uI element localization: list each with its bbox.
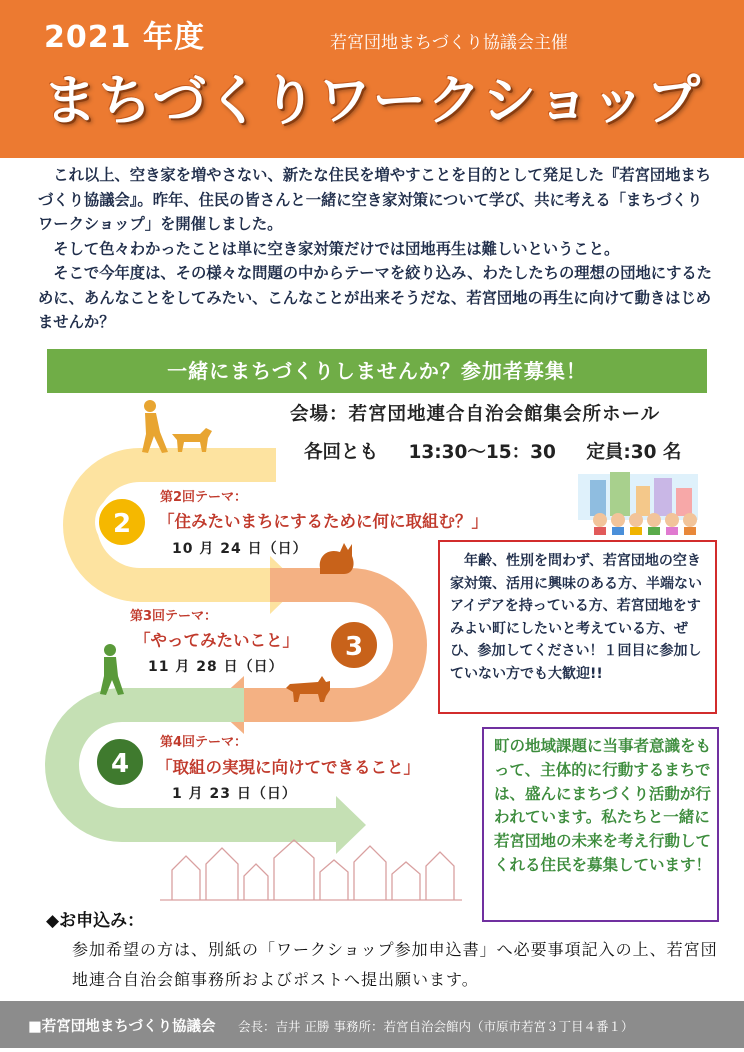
venue-text: 会場：若宮団地連合自治会館集会所ホール (290, 404, 661, 425)
notice-purple-box: 町の地域課題に当事者意識をもって、主体的に行動するまちでは、盛んにまちづくり活動が行われています。私たちと一緒に若宮団地の未来を考え行動してくれる住民を募集しています！ (482, 727, 719, 922)
notice-red-box: 年齢、性別を問わず、若宮団地の空き家対策、活用に興味のある方、半端ないアイデアを持っている方、若宮団地をすみよい町にしたいと考えている方、ぜひ、参加してください！１回目に参加していない方でも大歓迎!! (438, 540, 717, 714)
footer-info: 会長：吉井 正勝 事務所：若宮自治会館内（市原市若宮３丁目４番１） (238, 1019, 634, 1034)
session-4-date: 1 月 23 日（日） (172, 786, 297, 802)
walker-with-dog-icon (142, 400, 212, 453)
session-2-title: 「住みたいまちにするために何に取組む？」 (158, 512, 488, 531)
cat-sitting-icon (320, 543, 354, 574)
session-4-title: 「取組の実現に向けてできること」 (156, 758, 420, 777)
session-2-number: 2 (112, 509, 132, 539)
schedule-each: 各回とも (304, 442, 379, 463)
session-4-number: 4 (110, 749, 130, 779)
schedule-capacity: 定員:30 名 (586, 442, 682, 463)
session-3-number: 3 (344, 632, 364, 662)
apply-body: 参加希望の方は、別紙の「ワークショップ参加申込書」へ必要事項記入の上、若宮団地連合自治会館事務所およびポストへ提出願います。 (72, 940, 718, 989)
header-year: 2021 年度 (44, 20, 205, 55)
schedule-time: 13:30〜15：30 (408, 442, 556, 463)
intro-paragraph-3: そこで今年度は、その様々な問題の中からテーマを絞り込み、わたしたちの理想の団地にするために、あんなことをしてみたい、こんなことが出来そうだな、若宮団地の再生に向けて動きはじめませんか？ (38, 264, 712, 331)
footer-bar (0, 1001, 744, 1048)
town-kids-illustration (578, 472, 698, 535)
houses-illustration (160, 840, 462, 900)
header-host: 若宮団地まちづくり協議会主催 (330, 33, 568, 53)
session-3-head: 第3回テーマ： (130, 609, 218, 624)
session-2-head: 第2回テーマ： (160, 490, 248, 505)
intro-paragraph-2: そして色々わかったことは単に空き家対策だけでは団地再生は難しいということ。 (53, 239, 620, 258)
session-4-head: 第4回テーマ： (160, 735, 248, 750)
green-person-icon (100, 644, 124, 695)
footer-org: ■若宮団地まちづくり協議会 (28, 1019, 216, 1035)
recruit-banner: 一緒にまちづくりしませんか？参加者募集！ (47, 349, 707, 393)
arrow-head-green (336, 796, 366, 854)
session-2-date: 10 月 24 日（日） (172, 541, 308, 557)
intro-paragraph-1: これ以上、空き家を増やさない、新たな住民を増やすことを目的として発足した『若宮団地まちづくり協議会』。昨年、住民の皆さんと一緒に空き家対策について学び、共に考える「まちづくりワークショップ」を開催しました。 (38, 166, 712, 233)
session-3-title: 「やってみたいこと」 (134, 631, 299, 650)
session-3-date: 11 月 28 日（日） (148, 659, 284, 675)
page-title: まちづくりワークショップ (42, 69, 702, 132)
apply-heading: ◆お申込み： (46, 911, 145, 931)
